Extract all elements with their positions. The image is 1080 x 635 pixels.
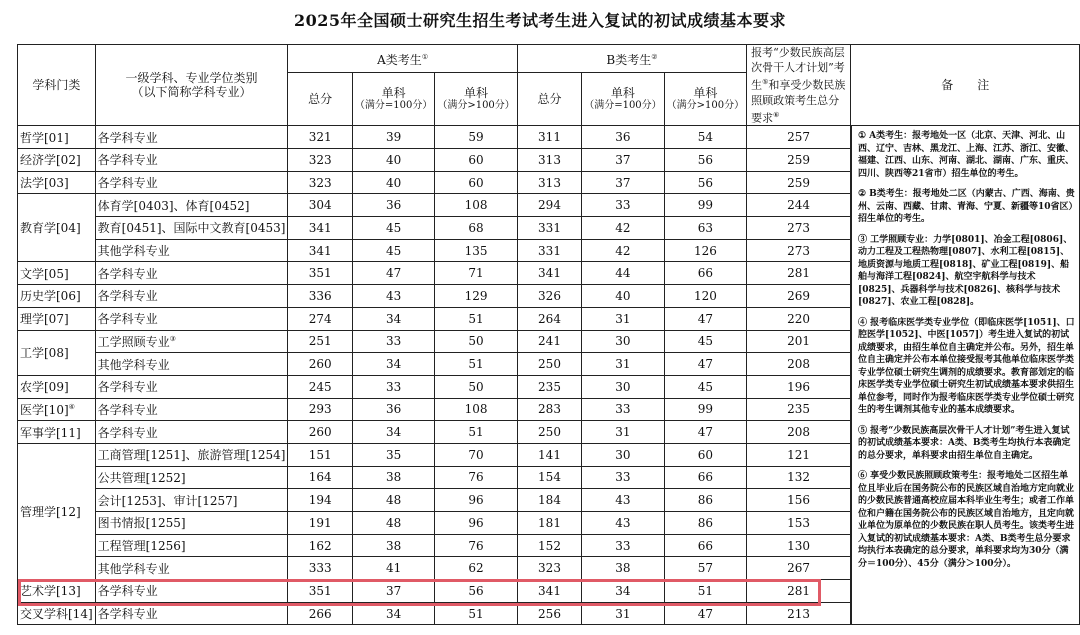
b-score-cell: 45: [664, 330, 746, 353]
category-cell: 艺术学[13]: [18, 580, 96, 603]
category-cell: 军事学[11]: [18, 421, 96, 444]
category-cell: 管理学[12]: [18, 443, 96, 579]
a-score-cell: 41: [352, 557, 434, 580]
b-score-cell: 86: [664, 489, 746, 512]
b-score-cell: 283: [517, 398, 581, 421]
b-score-cell: 42: [582, 217, 664, 240]
b-score-cell: 43: [582, 489, 664, 512]
b-score-cell: 56: [664, 171, 746, 194]
minority-score-cell: 132: [747, 466, 851, 489]
category-cell: 教育学[04]: [18, 194, 96, 262]
b-score-cell: 36: [582, 126, 664, 149]
a-score-cell: 135: [435, 239, 517, 262]
b-score-cell: 45: [664, 375, 746, 398]
b-score-cell: 33: [582, 534, 664, 557]
a-score-cell: 45: [352, 239, 434, 262]
remark-note: ② B类考生：报考地处二区（内蒙古、广西、海南、贵州、云南、西藏、甘肃、青海、宁夏、新疆等10省区）招生单位的考生。: [857, 189, 1075, 225]
major-cell: 公共管理[1252]: [95, 466, 288, 489]
a-score-cell: 336: [288, 285, 352, 308]
b-score-cell: 250: [517, 353, 581, 376]
b-score-cell: 141: [517, 443, 581, 466]
minority-score-cell: 257: [747, 126, 851, 149]
a-score-cell: 260: [288, 353, 352, 376]
b-score-cell: 47: [664, 421, 746, 444]
category-cell: 经济学[02]: [18, 149, 96, 172]
minority-score-cell: 208: [747, 421, 851, 444]
a-score-cell: 34: [352, 307, 434, 330]
minority-score-cell: 130: [747, 534, 851, 557]
b-score-cell: 42: [582, 239, 664, 262]
a-score-cell: 33: [352, 330, 434, 353]
b-score-cell: 47: [664, 353, 746, 376]
b-score-cell: 250: [517, 421, 581, 444]
header-discipline: 一级学科、专业学位类别 （以下简称学科专业）: [95, 45, 288, 126]
b-score-cell: 44: [582, 262, 664, 285]
remarks-cell: [851, 126, 1080, 625]
a-score-cell: 351: [288, 262, 352, 285]
a-score-cell: 194: [288, 489, 352, 512]
a-score-cell: 76: [435, 534, 517, 557]
b-score-cell: 33: [582, 466, 664, 489]
b-score-cell: 47: [664, 602, 746, 625]
a-score-cell: 56: [435, 580, 517, 603]
category-cell: 农学[09]: [18, 375, 96, 398]
a-score-cell: 38: [352, 466, 434, 489]
remark-note: ③ 工学照顾专业：力学[0801]、冶金工程[0806]、动力工程及工程热物理[0807]、水利工程[0815]、地质资源与地质工程[0818]、矿业工程[0819]、船舶与海洋工程[0824]、航空宇航科学与技术[0825]、兵器科学与技术[0826]、核科学与技术[0827]、农业工程[0828]。: [857, 234, 1073, 308]
a-score-cell: 164: [288, 466, 352, 489]
b-score-cell: 47: [664, 307, 746, 330]
a-score-cell: 68: [435, 217, 517, 240]
remark-note: ⑤ 报考“少数民族高层次骨干人才计划”考生进入复试的初试成绩基本要求：A类、B类考生均执行本表确定的总分要求，单科要求由招生单位自主确定。: [857, 425, 1071, 461]
header-a-group: A类考生①: [288, 45, 517, 73]
b-score-cell: 66: [664, 534, 746, 557]
a-score-cell: 108: [435, 194, 517, 217]
header-b-single-gt100: 单科 （满分>100分）: [664, 72, 746, 126]
a-score-cell: 59: [435, 126, 517, 149]
a-score-cell: 51: [435, 602, 517, 625]
b-score-cell: 54: [664, 126, 746, 149]
b-score-cell: 256: [517, 602, 581, 625]
category-cell: 法学[03]: [18, 171, 96, 194]
major-cell: 体育学[0403]、体育[0452]: [95, 194, 288, 217]
a-score-cell: 38: [352, 534, 434, 557]
b-score-cell: 30: [582, 443, 664, 466]
b-score-cell: 152: [517, 534, 581, 557]
b-score-cell: 181: [517, 512, 581, 535]
minority-score-cell: 156: [747, 489, 851, 512]
minority-score-cell: 259: [747, 171, 851, 194]
category-cell: 历史学[06]: [18, 285, 96, 308]
b-score-cell: 126: [664, 239, 746, 262]
minority-score-cell: 259: [747, 149, 851, 172]
a-score-cell: 341: [288, 217, 352, 240]
minority-score-cell: 269: [747, 285, 851, 308]
b-score-cell: 43: [582, 512, 664, 535]
b-score-cell: 60: [664, 443, 746, 466]
b-score-cell: 294: [517, 194, 581, 217]
b-score-cell: 331: [517, 239, 581, 262]
b-score-cell: 56: [664, 149, 746, 172]
remark-note: ① A类考生：报考地处一区（北京、天津、河北、山西、辽宁、吉林、黑龙江、上海、江苏、浙江、安徽、福建、江西、山东、河南、湖北、湖南、广东、重庆、四川、陕西等21省市）招生单位的考生。: [857, 131, 1074, 179]
b-score-cell: 66: [664, 466, 746, 489]
header-b-single-100: 单科 （满分=100分）: [582, 72, 664, 126]
b-score-cell: 31: [582, 307, 664, 330]
header-a-single-gt100: 单科 （满分>100分）: [435, 72, 517, 126]
header-remarks: 备 注: [851, 45, 1080, 126]
major-cell: 各学科专业: [95, 602, 288, 625]
a-score-cell: 48: [352, 489, 434, 512]
major-cell: 其他学科专业: [95, 557, 288, 580]
b-score-cell: 31: [582, 421, 664, 444]
b-score-cell: 63: [664, 217, 746, 240]
minority-score-cell: 267: [747, 557, 851, 580]
a-score-cell: 351: [288, 580, 352, 603]
b-score-cell: 311: [517, 126, 581, 149]
b-score-cell: 30: [582, 375, 664, 398]
minority-score-cell: 273: [747, 239, 851, 262]
a-score-cell: 108: [435, 398, 517, 421]
major-cell: 各学科专业: [95, 580, 288, 603]
a-score-cell: 251: [288, 330, 352, 353]
a-score-cell: 323: [288, 171, 352, 194]
b-score-cell: 37: [582, 171, 664, 194]
major-cell: 其他学科专业: [95, 239, 288, 262]
b-score-cell: 341: [517, 580, 581, 603]
a-score-cell: 40: [352, 171, 434, 194]
category-cell: 理学[07]: [18, 307, 96, 330]
b-score-cell: 40: [582, 285, 664, 308]
major-cell: 图书情报[1255]: [95, 512, 288, 535]
a-score-cell: 129: [435, 285, 517, 308]
major-cell: 各学科专业: [95, 262, 288, 285]
header-a-total: 总分: [288, 72, 352, 126]
b-score-cell: 31: [582, 602, 664, 625]
minority-score-cell: 201: [747, 330, 851, 353]
b-score-cell: 34: [582, 580, 664, 603]
major-cell: 各学科专业: [95, 421, 288, 444]
minority-score-cell: 273: [747, 217, 851, 240]
score-table: [17, 44, 1080, 625]
minority-score-cell: 121: [747, 443, 851, 466]
a-score-cell: 60: [435, 149, 517, 172]
major-cell: 各学科专业: [95, 171, 288, 194]
a-score-cell: 321: [288, 126, 352, 149]
category-cell: 交叉学科[14]: [18, 602, 96, 625]
b-score-cell: 241: [517, 330, 581, 353]
b-score-cell: 184: [517, 489, 581, 512]
b-score-cell: 313: [517, 171, 581, 194]
remark-note: ⑥ 享受少数民族照顾政策考生：报考地处二区招生单位且毕业后在国务院公布的民族区域自治地方定向就业的少数民族普通高校应届本科毕业生考生；或者工作单位和户籍在国务院公布的民族区域自治地方，且定向就业单位为原单位的少数民族在职人员考生。该类考生进入复试的初试成绩基本要求：A类、B类考生总分要求均执行本表确定的总分要求，单科要求均为30分（满分＝100分）、45分（满分＞100分）。: [857, 471, 1074, 569]
a-score-cell: 70: [435, 443, 517, 466]
a-score-cell: 151: [288, 443, 352, 466]
a-score-cell: 51: [435, 307, 517, 330]
b-score-cell: 154: [517, 466, 581, 489]
a-score-cell: 45: [352, 217, 434, 240]
a-score-cell: 34: [352, 602, 434, 625]
major-cell: 工商管理[1251]、旅游管理[1254]: [95, 443, 288, 466]
a-score-cell: 34: [352, 353, 434, 376]
a-score-cell: 37: [352, 580, 434, 603]
a-score-cell: 35: [352, 443, 434, 466]
b-score-cell: 57: [664, 557, 746, 580]
a-score-cell: 293: [288, 398, 352, 421]
a-score-cell: 50: [435, 330, 517, 353]
b-score-cell: 51: [664, 580, 746, 603]
a-score-cell: 96: [435, 489, 517, 512]
b-score-cell: 323: [517, 557, 581, 580]
a-score-cell: 36: [352, 398, 434, 421]
a-score-cell: 43: [352, 285, 434, 308]
major-cell: 各学科专业: [95, 285, 288, 308]
minority-score-cell: 153: [747, 512, 851, 535]
minority-score-cell: 281: [747, 580, 851, 603]
header-b-group: B类考生②: [517, 45, 746, 73]
a-score-cell: 323: [288, 149, 352, 172]
b-score-cell: 331: [517, 217, 581, 240]
minority-score-cell: 235: [747, 398, 851, 421]
a-score-cell: 39: [352, 126, 434, 149]
minority-score-cell: 220: [747, 307, 851, 330]
b-score-cell: 38: [582, 557, 664, 580]
major-cell: 各学科专业: [95, 398, 288, 421]
a-score-cell: 40: [352, 149, 434, 172]
major-cell: 各学科专业: [95, 149, 288, 172]
b-score-cell: 33: [582, 398, 664, 421]
category-cell: 哲学[01]: [18, 126, 96, 149]
major-cell: 会计[1253]、审计[1257]: [95, 489, 288, 512]
a-score-cell: 341: [288, 239, 352, 262]
category-cell: 文学[05]: [18, 262, 96, 285]
b-score-cell: 31: [582, 353, 664, 376]
remark-note: ④ 报考临床医学类专业学位（即临床医学[1051]、口腔医学[1052]、中医[1057]）考生进入复试的初试成绩要求，由招生单位自主确定并公布。另外，招生单位自主确定并公布本单位接受报考其他单位临床医学类专业学位硕士研究生调剂的成绩要求。教育部划定的临床医学类专业学位硕士研究生初试成绩基本要求供招生单位参考，同时作为报考临床医学类专业学位硕士研究生的考生调剂其他专业的基本成绩要求。: [857, 317, 1075, 416]
a-score-cell: 191: [288, 512, 352, 535]
minority-score-cell: 213: [747, 602, 851, 625]
a-score-cell: 162: [288, 534, 352, 557]
major-cell: 工学照顾专业③: [95, 330, 288, 353]
a-score-cell: 304: [288, 194, 352, 217]
major-cell: 工程管理[1256]: [95, 534, 288, 557]
a-score-cell: 274: [288, 307, 352, 330]
category-cell: 医学[10]④: [18, 398, 96, 421]
b-score-cell: 326: [517, 285, 581, 308]
header-minority: 报考“少数民族高层次骨干人才计划”考生⑤和享受少数民族照顾政策考生总分要求⑥: [747, 45, 851, 126]
a-score-cell: 71: [435, 262, 517, 285]
header-a-single-100: 单科 （满分=100分）: [352, 72, 434, 126]
b-score-cell: 37: [582, 149, 664, 172]
b-score-cell: 99: [664, 194, 746, 217]
a-score-cell: 50: [435, 375, 517, 398]
b-score-cell: 99: [664, 398, 746, 421]
b-score-cell: 341: [517, 262, 581, 285]
a-score-cell: 51: [435, 353, 517, 376]
a-score-cell: 33: [352, 375, 434, 398]
b-score-cell: 313: [517, 149, 581, 172]
a-score-cell: 48: [352, 512, 434, 535]
minority-score-cell: 281: [747, 262, 851, 285]
b-score-cell: 66: [664, 262, 746, 285]
major-cell: 各学科专业: [95, 307, 288, 330]
a-score-cell: 333: [288, 557, 352, 580]
header-b-total: 总分: [517, 72, 581, 126]
header-category: 学科门类: [18, 45, 96, 126]
b-score-cell: 235: [517, 375, 581, 398]
b-score-cell: 120: [664, 285, 746, 308]
b-score-cell: 86: [664, 512, 746, 535]
a-score-cell: 36: [352, 194, 434, 217]
a-score-cell: 266: [288, 602, 352, 625]
a-score-cell: 245: [288, 375, 352, 398]
b-score-cell: 30: [582, 330, 664, 353]
a-score-cell: 260: [288, 421, 352, 444]
a-score-cell: 96: [435, 512, 517, 535]
minority-score-cell: 244: [747, 194, 851, 217]
b-score-cell: 33: [582, 194, 664, 217]
major-cell: 教育[0451]、国际中文教育[0453]: [95, 217, 288, 240]
major-cell: 各学科专业: [95, 375, 288, 398]
category-cell: 工学[08]: [18, 330, 96, 375]
a-score-cell: 62: [435, 557, 517, 580]
a-score-cell: 51: [435, 421, 517, 444]
page-title: 2025年全国硕士研究生招生考试考生进入复试的初试成绩基本要求: [293, 11, 787, 30]
b-score-cell: 264: [517, 307, 581, 330]
a-score-cell: 60: [435, 171, 517, 194]
a-score-cell: 34: [352, 421, 434, 444]
a-score-cell: 47: [352, 262, 434, 285]
major-cell: 各学科专业: [95, 126, 288, 149]
minority-score-cell: 196: [747, 375, 851, 398]
major-cell: 其他学科专业: [95, 353, 288, 376]
a-score-cell: 76: [435, 466, 517, 489]
table-row: [18, 126, 1080, 149]
minority-score-cell: 208: [747, 353, 851, 376]
